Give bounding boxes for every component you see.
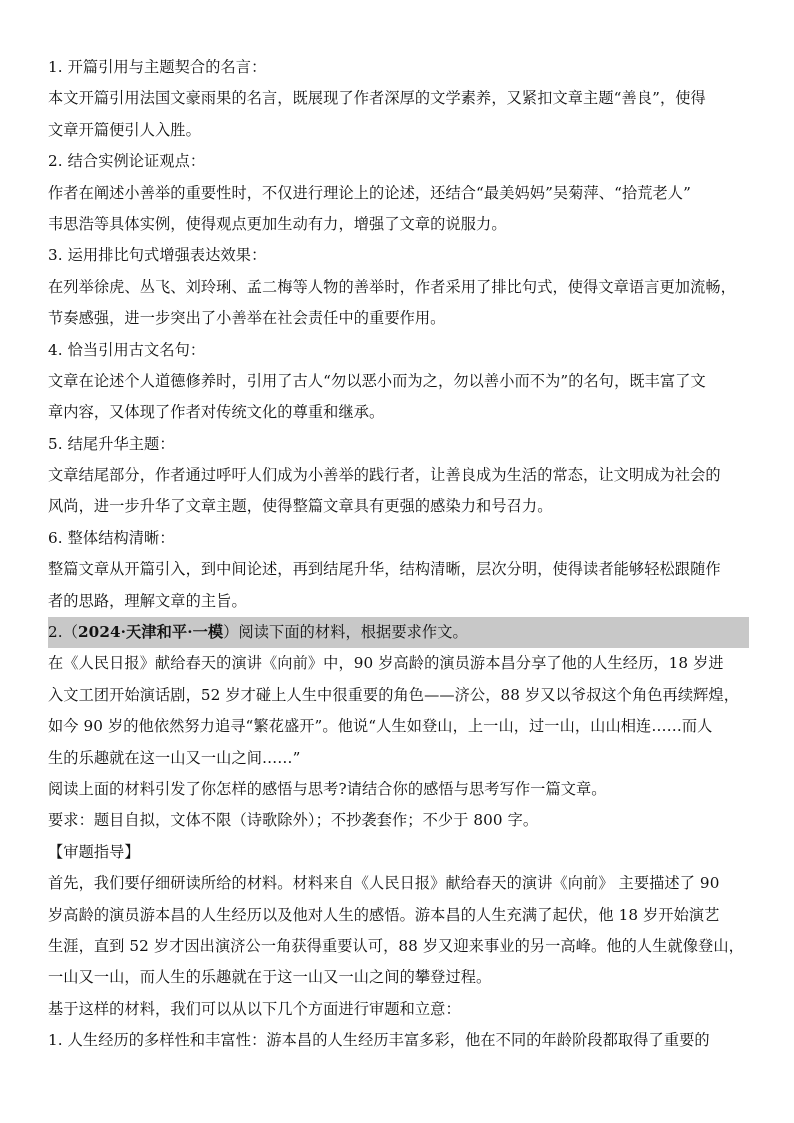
- requirement-line: 要求：题目自拟，文体不限（诗歌除外）；不抄袭套作；不少于 800 字。: [48, 811, 539, 830]
- section-title-guidance: 【审题指导】: [48, 842, 140, 861]
- paragraph-line: 风尚，进一步升华了文章主题，使得整篇文章具有更强的感染力和号召力。: [48, 497, 553, 516]
- paragraph-line: 整篇文章从开篇引入，到中间论述，再到结尾升华，结构清晰，层次分明，使得读者能够轻松跟随作: [48, 560, 721, 579]
- heading-1: 1. 开篇引用与主题契合的名言：: [48, 58, 267, 76]
- paragraph-line: 文章结尾部分，作者通过呼吁人们成为小善举的践行者，让善良成为生活的常态，让文明成为社会的: [48, 466, 721, 485]
- heading-5: 5. 结尾升华主题：: [48, 434, 175, 453]
- paragraph-line: 作者在阐述小善举的重要性时，不仅进行理论上的论述，还结合“最美妈妈”吴菊萍、“拾荒老人”: [48, 183, 691, 202]
- guidance-line: 基于这样的材料，我们可以从以下几个方面进行审题和立意：: [48, 999, 461, 1018]
- guidance-line: 生涯，直到 52 岁才因出演济公一角获得重要认可，88 岁又迎来事业的另一高峰。他的人生就像登山，: [48, 936, 744, 955]
- paragraph-line: 在列举徐虎、丛飞、刘玲琍、孟二梅等人物的善举时，作者采用了排比句式，使得文章语言更加流畅，: [48, 277, 736, 296]
- heading-3: 3. 运用排比句式增强表达效果：: [48, 246, 267, 265]
- heading-2: 2. 结合实例论证观点：: [48, 152, 206, 171]
- paragraph-line: 文章开篇便引人入胜。: [48, 120, 201, 139]
- heading-6: 6. 整体结构清晰：: [48, 528, 175, 547]
- source-open: （: [62, 623, 78, 642]
- material-line: 生的乐趣就在这一山又一山之间……”: [48, 748, 301, 767]
- guidance-line: 首先，我们要仔细研读所给的材料。材料来自《人民日报》献给春天的演讲《向前》 主要描述了 90: [48, 874, 720, 893]
- guidance-line: 岁高龄的演员游本昌的人生经历以及他对人生的感悟。游本昌的人生充满了起伏，他 18 岁开始演艺: [48, 905, 720, 924]
- paragraph-line: 文章在论述个人道德修养时，引用了古人“勿以恶小而为之，勿以善小而不为”的名句，既丰富了文: [48, 371, 706, 390]
- guidance-line: 一山又一山，而人生的乐趣就在于这一山又一山之间的攀登过程。: [48, 968, 492, 987]
- material-line: 如今 90 岁的他依然努力追寻“繁花盛开”。他说“人生如登山，上一山，过一山，山山相连……而人: [48, 717, 713, 736]
- paragraph-line: 节奏感强，进一步突出了小善举在社会责任中的重要作用。: [48, 309, 446, 328]
- question-source: 2024·天津和平·一模: [78, 623, 224, 642]
- question-number: 2.: [48, 623, 63, 642]
- task-line: 阅读上面的材料引发了你怎样的感悟与思考?请结合你的感悟与思考写作一篇文章。: [48, 779, 607, 798]
- material-line: 在《人民日报》献给春天的演讲《向前》中，90 岁高龄的演员游本昌分享了他的人生经历，18 岁进: [48, 654, 724, 673]
- material-line: 入文工团开始演话剧，52 岁才碰上人生中很重要的角色——济公，88 岁又以爷叔这个角色再续辉煌，: [48, 685, 739, 704]
- heading-4: 4. 恰当引用古文名句：: [48, 340, 206, 359]
- question-header: [48, 617, 749, 648]
- paragraph-line: 韦思浩等具体实例，使得观点更加生动有力，增强了文章的说服力。: [48, 214, 507, 233]
- guidance-line: 1. 人生经历的多样性和丰富性：游本昌的人生经历丰富多彩，他在不同的年龄阶段都取得了重要的: [48, 1031, 710, 1050]
- paragraph-line: 本文开篇引用法国文豪雨果的名言，既展现了作者深厚的文学素养，又紧扣文章主题“善良”，使得: [48, 89, 706, 108]
- source-close: ）: [223, 623, 239, 642]
- paragraph-line: 章内容，又体现了作者对传统文化的尊重和继承。: [48, 403, 385, 422]
- paragraph-line: 者的思路，理解文章的主旨。: [48, 591, 247, 610]
- question-prompt: 阅读下面的材料，根据要求作文。: [238, 623, 468, 642]
